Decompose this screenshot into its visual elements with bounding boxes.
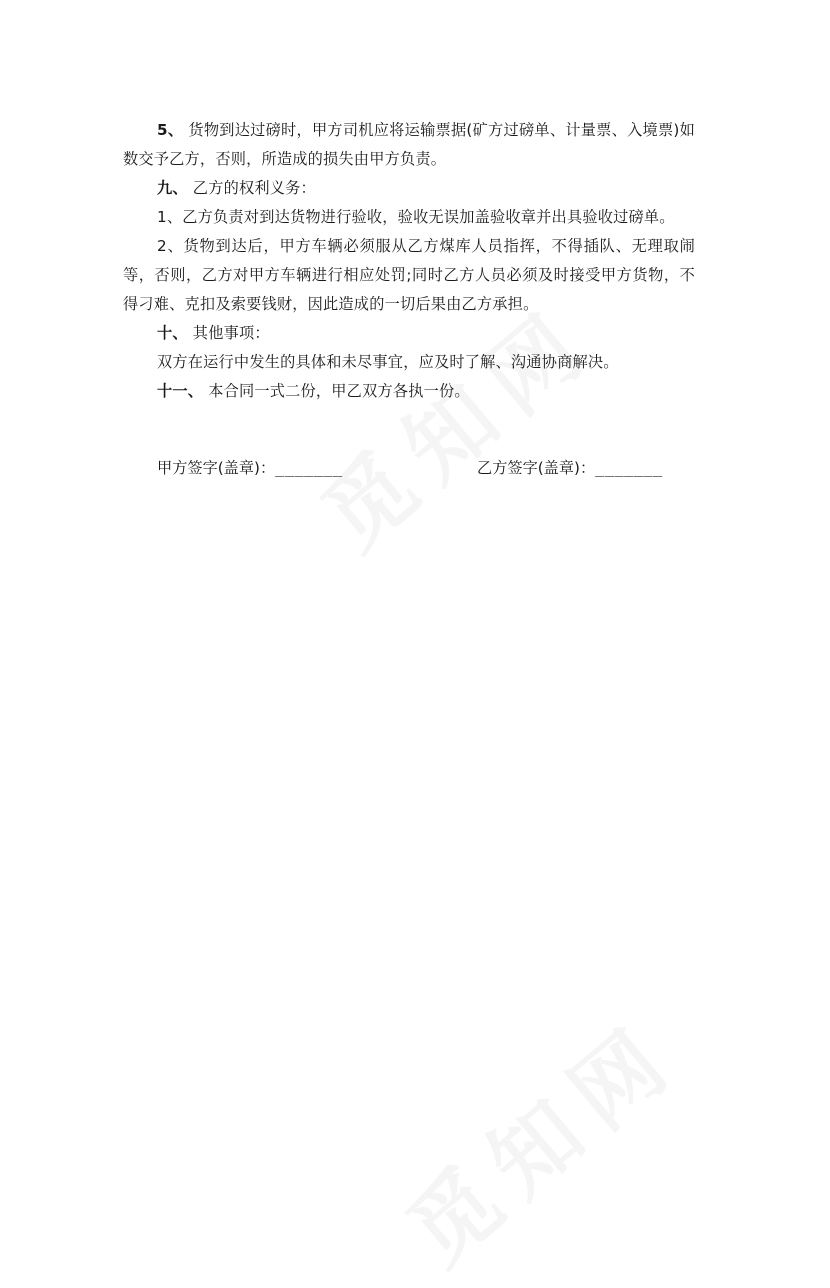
- party-a-signature: [157, 453, 343, 483]
- watermark-logo: [377, 988, 702, 1288]
- clause-10-1: [123, 348, 695, 377]
- clause-text: 货物到达过磅时，甲方司机应将运输票据(矿方过磅单、计量票、入境票)如数交予乙方，否则，所造成的损失由甲方负责。: [123, 121, 695, 168]
- clause-text: 双方在运行中发生的具体和未尽事宜，应及时了解、沟通协商解决。: [157, 353, 619, 371]
- clause-5: [123, 116, 695, 174]
- section-title: 乙方的权利义务：: [187, 179, 316, 197]
- section-title: 本合同一式二份，甲乙双方各执一份。: [203, 382, 470, 400]
- party-b-signature: [477, 453, 663, 483]
- section-number: 九、: [157, 179, 188, 197]
- clause-9-1: [123, 203, 695, 232]
- section-11: [123, 377, 695, 406]
- clause-text: 2、货物到达后，甲方车辆必须服从乙方煤库人员指挥，不得插队、无理取闹等，否则，乙方对甲方车辆进行相应处罚;同时乙方人员必须及时接受甲方货物，不得刁难、克扣及索要钱财，因此造成的一切后果由乙方承担。: [123, 237, 695, 313]
- clause-9-2: [123, 232, 695, 319]
- party-a-blank: _______: [275, 459, 343, 477]
- section-number: 十、: [157, 324, 188, 342]
- document-body: [123, 116, 695, 406]
- clause-text: 1、乙方负责对到达货物进行验收，验收无误加盖验收章并出具验收过磅单。: [157, 208, 675, 226]
- clause-number: 5、: [157, 121, 184, 139]
- party-b-blank: _______: [595, 459, 663, 477]
- party-b-label: 乙方签字(盖章)：: [477, 459, 596, 477]
- section-title: 其他事项：: [187, 324, 270, 342]
- party-a-label: 甲方签字(盖章)：: [157, 459, 276, 477]
- section-number: 十一、: [157, 382, 204, 400]
- section-10-heading: [123, 319, 695, 348]
- signature-row: [157, 453, 697, 483]
- section-9-heading: [123, 174, 695, 203]
